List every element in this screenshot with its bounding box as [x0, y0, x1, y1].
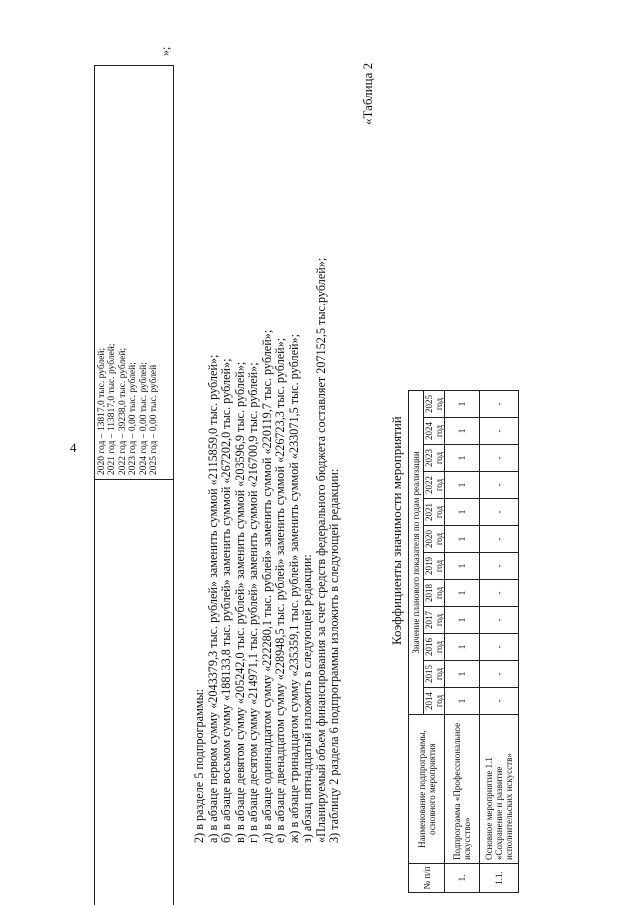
closing-quote: »; — [158, 46, 172, 56]
amendment-line: д) в абзаце одиннадцатом сумму «222280,1 тыс. рублей» заменить суммой «220119,7 тыс. рублей»; — [259, 329, 274, 843]
row-num: 1. — [445, 864, 480, 893]
year-header: 2015 год — [424, 661, 445, 688]
row-value: 1 — [445, 580, 480, 607]
amendment-line: 2) в разделе 5 подпрограммы: — [192, 688, 206, 843]
header-name: Наименование подпрограммы, основного мероприятия — [409, 715, 445, 864]
budget-line: 2021 год – 113817,0 тыс. рублей; — [107, 343, 118, 475]
year-header: 2023 год — [424, 445, 445, 472]
row-value: 1 — [445, 445, 480, 472]
year-header: 2020 год — [424, 526, 445, 553]
amendment-text — [193, 258, 342, 843]
row-value: - — [480, 499, 519, 526]
budget-line: 2022 год – 39238,0 тыс. рублей; — [117, 347, 128, 475]
year-header: 2025 год — [424, 391, 445, 418]
row-value: - — [480, 580, 519, 607]
row-value: - — [480, 391, 519, 418]
row-value: 1 — [445, 688, 480, 715]
row-value: - — [480, 445, 519, 472]
year-header: 2024 год — [424, 418, 445, 445]
row-value: - — [480, 472, 519, 499]
row-value: 1 — [445, 526, 480, 553]
budget-line: 2025 год – 0,00 тыс. рублей — [149, 364, 160, 475]
year-header: 2016 год — [424, 634, 445, 661]
year-header: 2017 год — [424, 607, 445, 634]
row-value: 1 — [445, 607, 480, 634]
year-header: 2018 год — [424, 580, 445, 607]
table-divider — [95, 479, 173, 480]
row-value: - — [480, 526, 519, 553]
amendment-line: з) абзац пятнадцатый изложить в следующей редакции: — [300, 554, 314, 843]
budget-line: 2023 год – 0,00 тыс. рублей; — [128, 362, 139, 475]
row-value: 1 — [445, 418, 480, 445]
row-value: 1 — [445, 634, 480, 661]
row-value: - — [480, 553, 519, 580]
amendment-line: ж) в абзаце тринадцатом сумму «235359,1 тыс. рублей» заменить суммой «233071,5 тыс. рублей»; — [286, 334, 301, 843]
row-num: 1.1. — [480, 864, 519, 893]
year-header: 2014 год — [424, 688, 445, 715]
table-reference: «Таблица 2 — [360, 62, 375, 125]
header-group: Значение планового показателя по годам реализации — [409, 391, 424, 715]
amendment-line: б) в абзаце восьмом сумму «188133,8 тыс. рублей» заменить суммой «267202,0 тыс. рублей»; — [219, 358, 233, 843]
table-title: Коэффициенты значимости мероприятий — [389, 416, 404, 645]
amendment-line: 3) таблицу 2 раздела 6 подпрограммы изложить в следующей редакции: — [327, 468, 341, 843]
row-value: - — [480, 418, 519, 445]
header-num: № п/п — [409, 864, 445, 893]
table-row — [480, 391, 519, 893]
table-row — [445, 391, 480, 893]
row-value: 1 — [445, 661, 480, 688]
row-value: - — [480, 607, 519, 634]
row-value: - — [480, 634, 519, 661]
row-value: - — [480, 688, 519, 715]
page-number: 4 — [70, 440, 77, 455]
row-value: - — [480, 661, 519, 688]
row-value: 1 — [445, 553, 480, 580]
row-name: Подпрограмма «Профессиональное искусство» — [445, 715, 480, 864]
amendment-line: «Планируемый объем финансирования за счет средств федерального бюджета составляет 207152,5 тыс.рублей»; — [313, 257, 328, 843]
row-value: 1 — [445, 391, 480, 418]
budget-line: 2024 год – 0,00 тыс. рублей; — [138, 362, 149, 475]
amendment-line: г) в абзаце десятом сумму «214971,1 тыс. рублей» заменить суммой «216700,9 тыс. рублей»; — [246, 362, 260, 843]
amendment-line: а) в абзаце первом сумму «2043379,3 тыс. рублей» заменить суммой «2115859,0 тыс. рублей»; — [205, 354, 220, 843]
row-value: 1 — [445, 499, 480, 526]
row-value: 1 — [445, 472, 480, 499]
year-header: 2021 год — [424, 499, 445, 526]
year-header: 2019 год — [424, 553, 445, 580]
row-name: Основное мероприятие 1.1 «Сохранение и развитие исполнительских искусств» — [480, 715, 519, 864]
budget-line: 2020 год – 13817,0 тыс. рублей; — [97, 347, 107, 475]
amendment-line: в) в абзаце девятом сумму «205242,0 тыс. рублей» заменить суммой «203596,9 тыс. рублей»; — [232, 361, 247, 843]
amendment-line: е) в абзаце двенадцатом сумму «228948,5 тыс. рублей» заменить суммой «226723,3 тыс. рублей»; — [273, 337, 287, 843]
budget-lines — [97, 343, 159, 475]
year-header: 2022 год — [424, 472, 445, 499]
budget-table-fragment — [94, 65, 174, 905]
coefficients-table — [408, 390, 519, 893]
